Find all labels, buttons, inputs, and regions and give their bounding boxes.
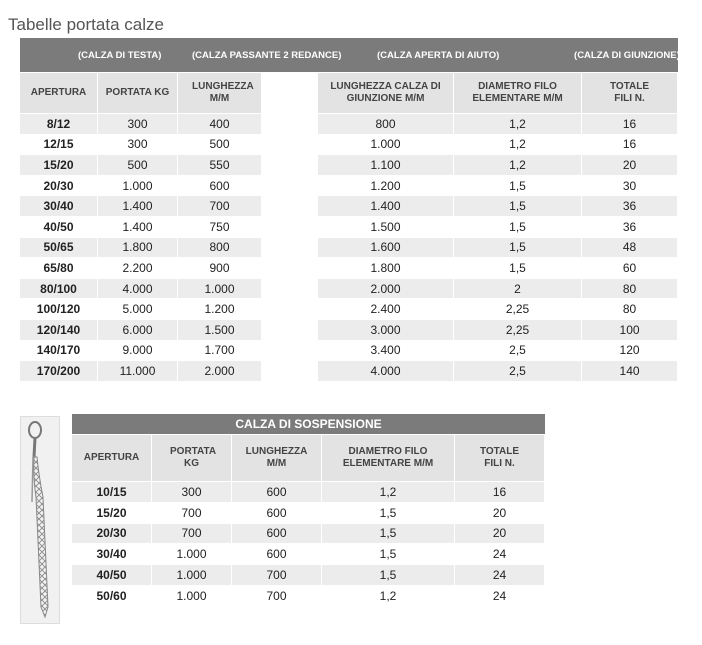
page-title: Tabelle portata calze xyxy=(8,15,164,35)
table-row xyxy=(72,585,545,606)
table-cell: 20 xyxy=(455,502,545,523)
band-calza-di-testa: (CALZA DI TESTA) xyxy=(20,38,178,72)
gap-cell xyxy=(262,360,318,381)
table-row xyxy=(20,195,678,216)
table-cell: 20/30 xyxy=(72,523,152,544)
table-cell: 48 xyxy=(582,237,678,258)
table-cell: 500 xyxy=(98,154,178,175)
header-lunghezza: LUNGHEZZA M/M xyxy=(232,434,322,481)
category-band xyxy=(20,38,678,72)
table-cell: 1,5 xyxy=(454,195,582,216)
table-cell: 1,5 xyxy=(454,237,582,258)
table-cell: 50/65 xyxy=(20,237,98,258)
table-cell: 15/20 xyxy=(72,502,152,523)
table-cell: 1,2 xyxy=(454,154,582,175)
table-row xyxy=(72,543,545,564)
sospensione-title-row xyxy=(72,414,545,434)
gap-cell xyxy=(262,175,318,196)
table-cell: 80/100 xyxy=(20,278,98,299)
gap-cell xyxy=(262,237,318,258)
table-cell: 30 xyxy=(582,175,678,196)
table-cell: 2,25 xyxy=(454,319,582,340)
table-row xyxy=(20,134,678,155)
header-totale: TOTALE FILI N. xyxy=(455,434,545,481)
table-cell: 1.200 xyxy=(178,298,262,319)
table-cell: 36 xyxy=(582,195,678,216)
band-calza-aperta: (CALZA APERTA DI AIUTO) xyxy=(318,38,582,72)
table-cell: 3.400 xyxy=(318,340,454,361)
gap-cell xyxy=(262,154,318,175)
table-cell: 1.000 xyxy=(178,278,262,299)
table-row xyxy=(20,298,678,319)
table-cell: 30/40 xyxy=(72,543,152,564)
gap-cell xyxy=(262,257,318,278)
table-cell: 15/20 xyxy=(20,154,98,175)
table-cell: 700 xyxy=(178,195,262,216)
table-cell: 20 xyxy=(455,523,545,544)
table-cell: 1,5 xyxy=(454,175,582,196)
table-cell: 1,5 xyxy=(322,502,455,523)
table-cell: 1.200 xyxy=(318,175,454,196)
table-cell: 600 xyxy=(232,502,322,523)
table-cell: 1.800 xyxy=(318,257,454,278)
table-cell: 80 xyxy=(582,298,678,319)
gap-cell xyxy=(262,216,318,237)
table-row xyxy=(20,278,678,299)
gap-cell xyxy=(262,278,318,299)
gap-cell xyxy=(262,319,318,340)
header-apertura: APERTURA xyxy=(72,434,152,481)
sospensione-title: CALZA DI SOSPENSIONE xyxy=(72,414,545,434)
table-cell: 700 xyxy=(152,502,232,523)
table-cell: 9.000 xyxy=(98,340,178,361)
table-cell: 40/50 xyxy=(72,564,152,585)
header-lunghezza: LUNGHEZZA M/M xyxy=(178,72,262,113)
table-cell: 1,2 xyxy=(454,134,582,155)
table-cell: 1,2 xyxy=(454,113,582,134)
table-cell: 140/170 xyxy=(20,340,98,361)
header-totale: TOTALE FILI N. xyxy=(582,72,678,113)
gap-cell xyxy=(262,195,318,216)
table-cell: 36 xyxy=(582,216,678,237)
table-cell: 1.600 xyxy=(318,237,454,258)
table-cell: 60 xyxy=(582,257,678,278)
table-cell: 600 xyxy=(232,481,322,502)
table-cell: 24 xyxy=(455,585,545,606)
table-cell: 900 xyxy=(178,257,262,278)
table-row xyxy=(20,340,678,361)
table-cell: 30/40 xyxy=(20,195,98,216)
table-cell: 2.000 xyxy=(178,360,262,381)
table-cell: 24 xyxy=(455,564,545,585)
main-capacity-table xyxy=(20,38,678,381)
table-cell: 1.000 xyxy=(318,134,454,155)
table-cell: 2,25 xyxy=(454,298,582,319)
table-cell: 1.400 xyxy=(98,195,178,216)
band-calza-giunzione: (CALZA DI GIUNZIONE) xyxy=(582,38,678,72)
table-cell: 1.500 xyxy=(178,319,262,340)
table-row xyxy=(20,216,678,237)
table-row xyxy=(20,113,678,134)
table-cell: 300 xyxy=(98,134,178,155)
table-cell: 2,5 xyxy=(454,360,582,381)
table-cell: 750 xyxy=(178,216,262,237)
table-cell: 6.000 xyxy=(98,319,178,340)
table-cell: 550 xyxy=(178,154,262,175)
table-cell: 1.000 xyxy=(152,564,232,585)
table-cell: 11.000 xyxy=(98,360,178,381)
table-cell: 120/140 xyxy=(20,319,98,340)
table-cell: 4.000 xyxy=(98,278,178,299)
table-cell: 800 xyxy=(178,237,262,258)
header-portata: PORTATA KG xyxy=(98,72,178,113)
table-cell: 1.800 xyxy=(98,237,178,258)
table-cell: 1.500 xyxy=(318,216,454,237)
table-cell: 800 xyxy=(318,113,454,134)
header-apertura: APERTURA xyxy=(20,72,98,113)
table-cell: 1.100 xyxy=(318,154,454,175)
gap-cell xyxy=(262,113,318,134)
table-cell: 24 xyxy=(455,543,545,564)
table-cell: 2 xyxy=(454,278,582,299)
header-diametro: DIAMETRO FILO ELEMENTARE M/M xyxy=(322,434,455,481)
header-portata: PORTATA KG xyxy=(152,434,232,481)
table-row xyxy=(20,319,678,340)
table-cell: 700 xyxy=(232,564,322,585)
table-cell: 2.200 xyxy=(98,257,178,278)
table-row xyxy=(72,481,545,502)
gap-cell xyxy=(262,298,318,319)
table-cell: 20 xyxy=(582,154,678,175)
table-cell: 5.000 xyxy=(98,298,178,319)
table-cell: 170/200 xyxy=(20,360,98,381)
table-cell: 500 xyxy=(178,134,262,155)
table-cell: 300 xyxy=(152,481,232,502)
table-cell: 40/50 xyxy=(20,216,98,237)
table-row xyxy=(20,154,678,175)
table-cell: 1,2 xyxy=(322,481,455,502)
wire-mesh-cable-grip-icon xyxy=(20,416,60,624)
table-cell: 1.400 xyxy=(318,195,454,216)
table-cell: 2.400 xyxy=(318,298,454,319)
table-cell: 16 xyxy=(582,134,678,155)
table-cell: 1.000 xyxy=(152,543,232,564)
table-cell: 65/80 xyxy=(20,257,98,278)
table-cell: 100 xyxy=(582,319,678,340)
band-calza-passante: (CALZA PASSANTE 2 REDANCE) xyxy=(178,38,318,72)
table-row xyxy=(20,257,678,278)
table-cell: 2,5 xyxy=(454,340,582,361)
header-diametro: DIAMETRO FILO ELEMENTARE M/M xyxy=(454,72,582,113)
table-cell: 300 xyxy=(98,113,178,134)
table-row xyxy=(20,237,678,258)
table-cell: 120 xyxy=(582,340,678,361)
table-row xyxy=(72,502,545,523)
table-cell: 1,5 xyxy=(454,257,582,278)
table-cell: 1.000 xyxy=(152,585,232,606)
header-lunghezza-giunzione: LUNGHEZZA CALZA DI GIUNZIONE M/M xyxy=(318,72,454,113)
table-cell: 50/60 xyxy=(72,585,152,606)
table-row xyxy=(20,360,678,381)
header-gap xyxy=(262,72,318,113)
table-cell: 1,2 xyxy=(322,585,455,606)
table-row xyxy=(20,175,678,196)
table-cell: 700 xyxy=(232,585,322,606)
table-cell: 80 xyxy=(582,278,678,299)
table-cell: 1,5 xyxy=(454,216,582,237)
header-row xyxy=(20,72,678,113)
table-cell: 1,5 xyxy=(322,523,455,544)
table-cell: 10/15 xyxy=(72,481,152,502)
table-cell: 1.700 xyxy=(178,340,262,361)
table-cell: 700 xyxy=(152,523,232,544)
table-cell: 600 xyxy=(178,175,262,196)
table-cell: 100/120 xyxy=(20,298,98,319)
table-cell: 12/15 xyxy=(20,134,98,155)
table-cell: 1,5 xyxy=(322,564,455,585)
table-cell: 3.000 xyxy=(318,319,454,340)
table-cell: 1.000 xyxy=(98,175,178,196)
table-cell: 1,5 xyxy=(322,543,455,564)
table-cell: 16 xyxy=(582,113,678,134)
sospensione-header-row xyxy=(72,434,545,481)
table-cell: 400 xyxy=(178,113,262,134)
table-cell: 16 xyxy=(455,481,545,502)
table-cell: 600 xyxy=(232,543,322,564)
gap-cell xyxy=(262,134,318,155)
table-cell: 8/12 xyxy=(20,113,98,134)
table-row xyxy=(72,523,545,544)
table-cell: 1.400 xyxy=(98,216,178,237)
sospensione-table xyxy=(72,414,545,606)
table-cell: 20/30 xyxy=(20,175,98,196)
table-row xyxy=(72,564,545,585)
table-cell: 2.000 xyxy=(318,278,454,299)
table-cell: 4.000 xyxy=(318,360,454,381)
gap-cell xyxy=(262,340,318,361)
table-cell: 600 xyxy=(232,523,322,544)
table-cell: 140 xyxy=(582,360,678,381)
